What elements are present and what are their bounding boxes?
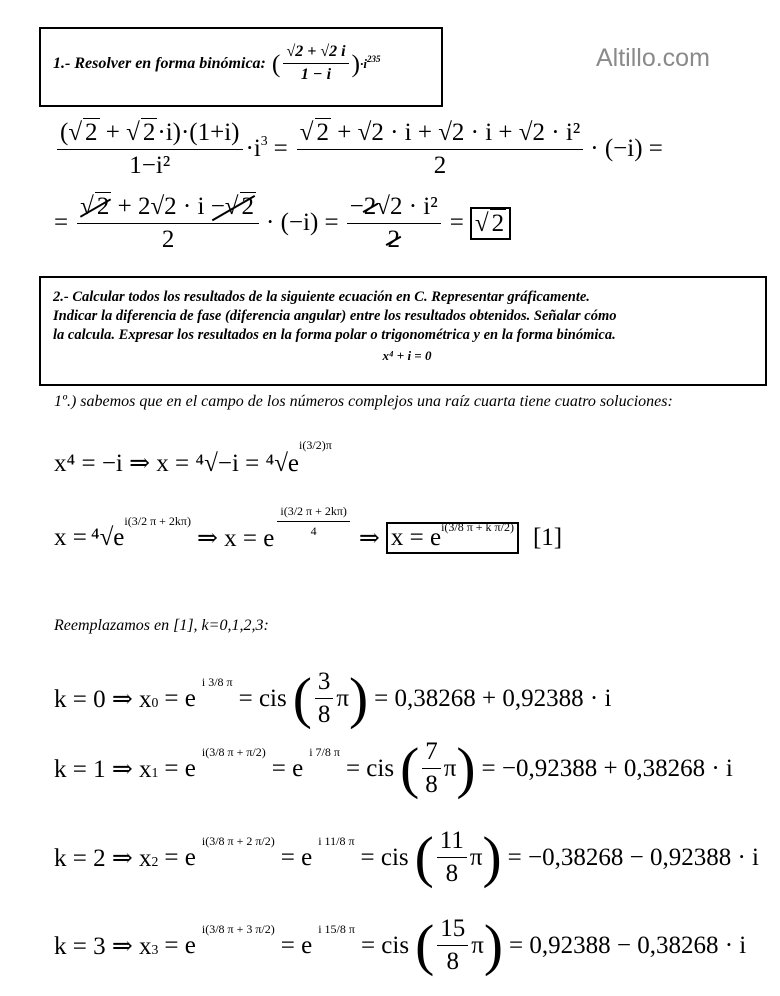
step2-mid: ⇒ x = e <box>196 524 275 552</box>
line2-numerator: + 2√2 · i <box>117 193 205 220</box>
boxed-lhs: x = e <box>390 523 442 551</box>
exponent-1: i(3/8 π + 3 π/2) <box>201 922 275 936</box>
step2-exponent-copy: i(3/2 π + 2kπ) <box>277 504 350 522</box>
line2-denominator2: 2 <box>387 225 400 253</box>
problem2-statement-line1: 2.- Calcular todos los resultados de la siguiente ecuación en C. Representar gráficamente. <box>53 289 590 305</box>
x-index: 0 <box>151 694 159 710</box>
step2-equation: x = ⁴√e i(3/2 π + 2kπ) ⇒ x = e $\frac{i(3/2 \pi + 2k\pi)}{4}$ ⇒ $x = e^{i(3/8 \pi + k \pi/2)}$ [1] <box>54 504 563 552</box>
exponent-1: i(3/8 π + 2 π/2) <box>201 834 275 848</box>
rhs-denominator: 2 <box>433 152 447 179</box>
answer-box: √ 2 <box>470 207 511 240</box>
problem1-statement: 1.- Resolver en forma binómica: <box>53 54 266 72</box>
cis-numerator: 3 <box>315 668 334 699</box>
boxed-exponent: i(3/8 π + k π/2) <box>441 519 514 534</box>
fraction-denominator: 1 − i <box>300 66 332 83</box>
step1-exponent: i(3/2)π <box>299 437 332 452</box>
cis-denominator: 8 <box>445 860 459 887</box>
exponent-1: i 3/8 π <box>201 675 233 689</box>
replace-text: Reemplazamos en [1], k=0,1,2,3: <box>54 617 269 634</box>
solution-row-k1: k = 1 ⇒ x 1 = e i(3/8 π + π/2) = e i 7/8 π = cis ( $\frac{7}{8}$ π ) = −0,92388 + 0,38268 · i <box>54 736 733 800</box>
step1-equation <box>54 437 332 478</box>
factor-minus-i: · (−i) = <box>590 135 663 162</box>
solution1-line1: $\frac{(√ 2 + √ 2\cdot i)\cdot(1+i)}{\text{1−i²}}$ ·i 3 = $\frac{\text{√ 2 + √2 · i + √2 · i + √2 · i²}}{2}$ · (−i) = <box>54 118 663 180</box>
watermark-logo: Altillo.com <box>596 44 710 72</box>
x-index: 2 <box>151 853 159 869</box>
step2-exponent: i(3/2 π + 2kπ) <box>124 514 191 528</box>
problem1-fraction <box>283 43 348 84</box>
k-label: k = 0 ⇒ x <box>54 685 152 713</box>
step2-exponent-denominator: 4 <box>310 524 317 538</box>
problem2-statement-line2: Indicar la diferencia de fase (diferencia angular) entre los resultados obtenidos. Señalar cómo <box>53 308 617 324</box>
k-label: k = 3 ⇒ x <box>54 932 152 960</box>
step2-lhs: x = <box>54 523 87 551</box>
step1-text: x⁴ = −i ⇒ x = ⁴√−i = ⁴√e <box>54 450 300 477</box>
binomial-value: = 0,38268 + 0,92388 · i <box>374 684 612 712</box>
cis-denominator: 8 <box>425 771 438 798</box>
lhs-denominator: 1−i² <box>129 152 171 179</box>
k-label: k = 1 ⇒ x <box>54 755 152 783</box>
factor-term: (1+i) <box>189 119 240 146</box>
exponent-2: i 7/8 π <box>309 745 340 759</box>
line2-numerator2: √2 · i² <box>376 192 438 220</box>
solution1-line2: = $\frac{√ 2 + 2√2 \cdot i -√ 2}{2}$ · (−i) = $\frac{\text{−2√2 · i²}}{2}$ = √ 2 <box>54 192 511 254</box>
problem1-statement-box: 1.- Resolver en forma binómica: ( $\frac{√2 + √2 i}{1 - i}$ ) ·i 235 <box>39 27 443 107</box>
fraction-numerator: √2 + √2 i <box>283 43 348 64</box>
open-paren: ( <box>271 48 281 78</box>
solution-row-k2: k = 2 ⇒ x 2 = e i(3/8 π + 2 π/2) = e i 11/8 π = cis ( $\frac{11}{8}$ π ) = −0,38268 − 0,92388 · i <box>54 825 759 889</box>
cis-numerator: 15 <box>437 915 468 946</box>
problem2-equation: x⁴ + i = 0 <box>382 348 432 363</box>
x-index: 3 <box>151 941 159 957</box>
binomial-value: = −0,92388 + 0,38268 · i <box>481 754 733 782</box>
problem1-exponent: 235 <box>366 53 381 64</box>
cis-denominator: 8 <box>446 948 459 975</box>
solution-row-k0: k = 0 ⇒ x 0 = e i 3/8 π = cis ( $\frac{3}{8}$ π ) = 0,38268 + 0,92388 · i <box>54 666 612 730</box>
close-paren: ) <box>351 48 361 78</box>
binomial-value: = −0,38268 − 0,92388 · i <box>507 843 759 871</box>
power: 3 <box>260 133 268 149</box>
intro-text: 1º.) sabemos que en el campo de los números complejos una raíz cuarta tiene cuatro soluciones: <box>54 393 673 410</box>
cis-denominator: 8 <box>317 701 331 728</box>
sqrt-operand: 2 <box>85 119 98 146</box>
exponent-2: i 15/8 π <box>318 922 355 936</box>
problem2-statement-line3: la calcula. Expresar los resultados en la forma polar o trigonométrica y en la forma binómica. <box>53 327 616 343</box>
x-index: 1 <box>151 764 159 780</box>
sqrt-operand: 2 <box>142 119 156 146</box>
line2-denominator: 2 <box>161 226 175 253</box>
binomial-value: = 0,92388 − 0,38268 · i <box>509 931 747 959</box>
problem2-statement-box <box>39 276 767 386</box>
exponent-2: i 11/8 π <box>318 834 355 848</box>
cis-numerator: 7 <box>422 738 441 769</box>
equation-reference: [1] <box>532 523 563 551</box>
exponent-1: i(3/8 π + π/2) <box>201 745 266 759</box>
rhs-numerator: + √2 · i + √2 · i + √2 · i² <box>337 119 581 146</box>
step2-boxed-result <box>386 519 519 554</box>
cis-numerator: 11 <box>437 827 467 858</box>
answer-value: 2 <box>491 209 505 237</box>
k-label: k = 2 ⇒ x <box>54 844 152 872</box>
solution-row-k3: k = 3 ⇒ x 3 = e i(3/8 π + 3 π/2) = e i 15/8 π = cis ( $\frac{15}{8}$ π ) = 0,92388 − 0,38268 · i <box>54 913 747 977</box>
line2-factor: · (−i) = <box>266 209 339 236</box>
